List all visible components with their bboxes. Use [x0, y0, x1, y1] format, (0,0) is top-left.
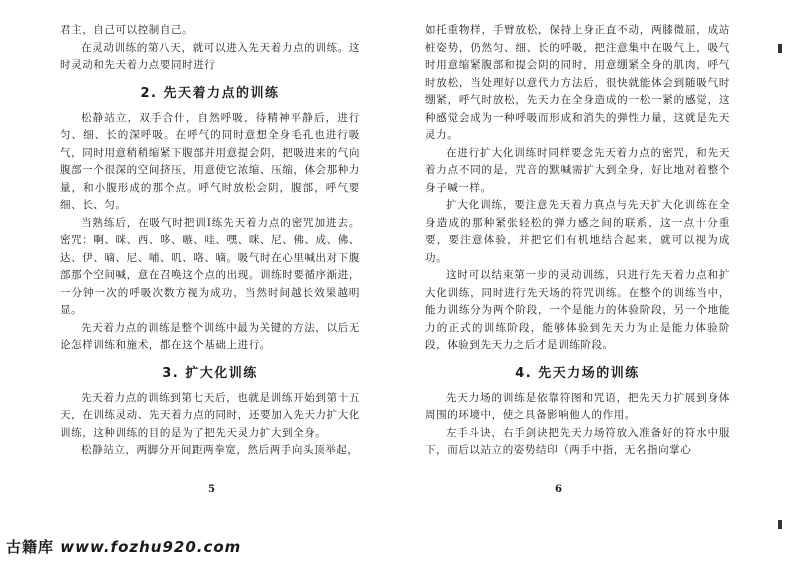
scan-artifact-mark	[778, 520, 782, 529]
left-paragraph-3: 松静站立，双手合什，自然呼吸，待精神平静后，进行匀、细、长的深呼吸。在呼气的同时意想全身毛孔也进行吸气，同时用意稍稍缩紧下腹部并用意提会阴，把吸进来的气向腹部一个很深的空间挤压，用意使它浓缩、压缩，体会那种力量，和小腹形成的那个点。呼气时放松会阴，腹部，呼气要细、长、匀。	[60, 111, 360, 211]
site-url: www.fozhu920.com	[60, 538, 242, 556]
section-heading-4: 4. 先天力场的训练	[515, 365, 640, 381]
right-paragraph-5: 先天力场的训练是依靠符图和咒语，把先天力扩展到身体周围的环境中，使之具备影响他人的作用。	[425, 391, 730, 421]
site-name: 古籍库	[6, 538, 55, 556]
left-paragraph-1: 君主，自己可以控制自己。	[60, 24, 194, 36]
section-heading-3: 3. 扩大化训练	[162, 365, 258, 381]
right-paragraph-6: 左手斗诀，右手剑诀把先天力场符放入准备好的符水中服下，而后以站立的姿势结印（两手中指，无名指向掌心	[425, 426, 730, 456]
watermark-footer	[0, 531, 793, 561]
left-page	[60, 22, 360, 527]
right-paragraph-1: 如托重物样，手臂放松，保持上身正直不动，两膝微屈，成站桩姿势，仍然匀、细、长的呼吸，把注意集中在吸气上，吸气时用意缩紧腹部和提会阴的同时，用意绷紧全身的肌肉，呼气时放松，当处理好以意代力方法后，很快就能体会到随吸气时绷紧，呼气时放松，先天力在全身造成的一松一紧的感觉，这种感觉会成为一种呼吸而形成和消失的弹性力量，这就是先天灵力。	[425, 24, 730, 141]
left-paragraph-2: 在灵动训练的第八天，就可以进入先天着力点的训练。这时灵动和先天着力点要同时进行	[60, 41, 360, 71]
right-page	[425, 22, 730, 527]
left-paragraph-7: 松静站立，两脚分开间距两拳宽，然后两手向头顶举起，	[81, 444, 359, 456]
section-heading-2: 2. 先天着力点的训练	[140, 85, 280, 101]
site-watermark	[6, 536, 241, 557]
right-paragraph-3: 扩大化训练，要注意先天着力真点与先天扩大化训练在全身造成的那种紧张轻松的弹力感之间的联系，这一点十分重要，要注意体验，并把它们有机地结合起来，就可以视为成功。	[425, 199, 730, 264]
left-paragraph-5: 先天着力点的训练是整个训练中最为关键的方法，以后无论怎样训练和施术，都在这个基础上进行。	[60, 321, 360, 351]
page-number-left: 5	[208, 484, 215, 495]
scan-artifact-mark	[778, 44, 782, 53]
right-paragraph-4: 这时可以结束第一步的灵动训练，只进行先天着力点和扩大化训练，同时进行先天场的符咒训练。在整个的训练当中，能力训练分为两个阶段，一个是能力的体验阶段，另一个地能力的正式的训练阶段，能够体验到先天力为止是能力体验阶段，体验到先天力之后才是训练阶段。	[425, 269, 730, 351]
left-paragraph-6: 先天着力点的训练到第七天后，也就是训练开始到第十五天，在训练灵动、先天着力点的同时，还要加入先天力扩大化训练，这种训练的目的是为了把先天灵力扩大到全身。	[60, 391, 360, 439]
left-paragraph-4: 当熟练后，在吸气时把训Ⅰ练先天着力点的密咒加进去。密咒：啊、咪、西、哆、嗾、哇、嘿、咪、尼、佛、成、佛、达、伊、嘀、尼、哺、叽、咯、嘀。吸气时在心里喊出对下腹部那个空间喊，意在召唤这个点的出现。训练时要循序渐进，一分钟一次的呼吸次数方视为成功，当然时间越长效果越明显。	[60, 216, 360, 316]
right-paragraph-2: 在进行扩大化训练时同样要念先天着力点的密咒，和先天着力点不同的是，咒音的默喊需扩大到全身，好比地对着整个身子喊一样。	[425, 146, 730, 194]
page-number-right: 6	[555, 484, 562, 495]
